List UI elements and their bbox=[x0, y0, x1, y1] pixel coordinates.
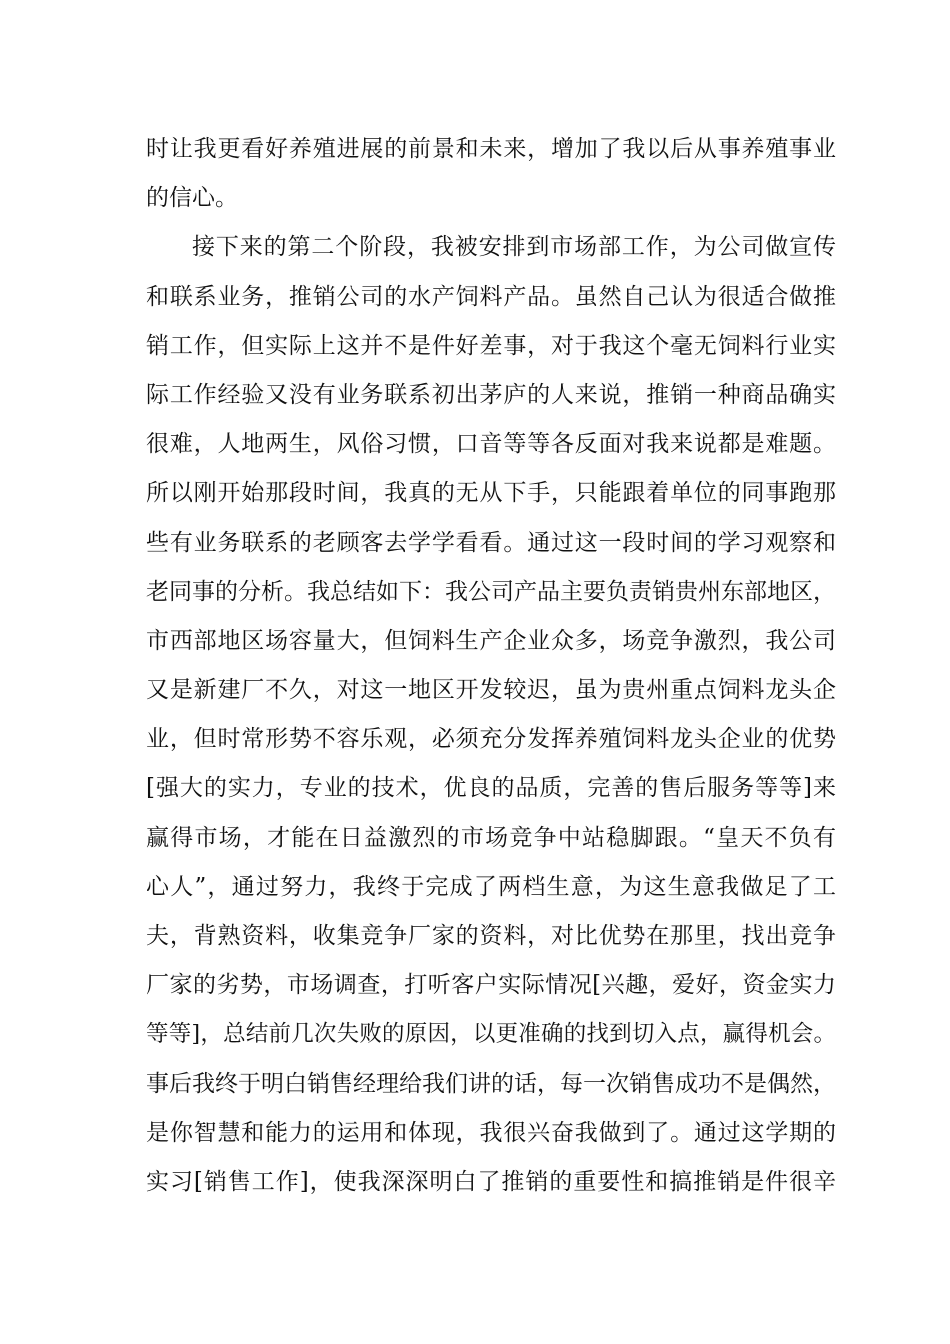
text-line: 事后我终于明白销售经理给我们讲的话，每一次销售成功不是偶然， bbox=[146, 1070, 836, 1097]
text-line: 和联系业务，推销公司的水产饲料产品。虽然自己认为很适合做推 bbox=[146, 283, 836, 310]
body-text bbox=[146, 125, 836, 1207]
text-line: 赢得市场，才能在日益激烈的市场竞争中站稳脚跟。“皇天不负有 bbox=[146, 824, 836, 851]
text-line: 业，但时常形势不容乐观，必须充分发挥养殖饲料龙头企业的优势 bbox=[146, 726, 836, 753]
text-line: 心人”，通过努力，我终于完成了两档生意，为这生意我做足了工 bbox=[146, 873, 836, 900]
text-line: 厂家的劣势，市场调查，打听客户实际情况[兴趣，爱好，资金实力 bbox=[146, 972, 836, 999]
text-line: 时让我更看好养殖进展的前景和未来，增加了我以后从事养殖事业 bbox=[146, 136, 836, 162]
text-line: 等等]，总结前几次失败的原因，以更准确的找到切入点，赢得机会。 bbox=[146, 1021, 836, 1048]
text-line: 夫，背熟资料，收集竞争厂家的资料，对比优势在那里，找出竞争 bbox=[146, 923, 836, 949]
text-line: 实习[销售工作]，使我深深明白了推销的重要性和搞推销是件很辛 bbox=[146, 1168, 836, 1195]
text-line: 又是新建厂不久，对这一地区开发较迟，虽为贵州重点饲料龙头企 bbox=[146, 677, 836, 704]
text-line: 老同事的分析。我总结如下：我公司产品主要负责销贵州东部地区， bbox=[146, 578, 836, 605]
text-line: [强大的实力，专业的技术，优良的品质，完善的售后服务等等]来 bbox=[146, 775, 836, 802]
text-line: 很难，人地两生，风俗习惯，口音等等各反面对我来说都是难题。 bbox=[146, 431, 836, 458]
text-line: 市西部地区场容量大，但饲料生产企业众多，场竞争激烈，我公司 bbox=[146, 627, 836, 654]
text-line: 些有业务联系的老顾客去学学看看。通过这一段时间的学习观察和 bbox=[146, 529, 836, 556]
text-line: 是你智慧和能力的运用和体现，我很兴奋我做到了。通过这学期的 bbox=[146, 1119, 836, 1146]
text-line: 接下来的第二个阶段，我被安排到市场部工作，为公司做宣传 bbox=[192, 234, 836, 261]
text-line: 所以刚开始那段时间，我真的无从下手，只能跟着单位的同事跑那 bbox=[146, 480, 836, 507]
text-line: 销工作，但实际上这并不是件好差事，对于我这个毫无饲料行业实 bbox=[146, 332, 836, 359]
text-line: 际工作经验又没有业务联系初出茅庐的人来说，推销一种商品确实 bbox=[146, 381, 836, 408]
text-line: 的信心。 bbox=[146, 185, 238, 212]
